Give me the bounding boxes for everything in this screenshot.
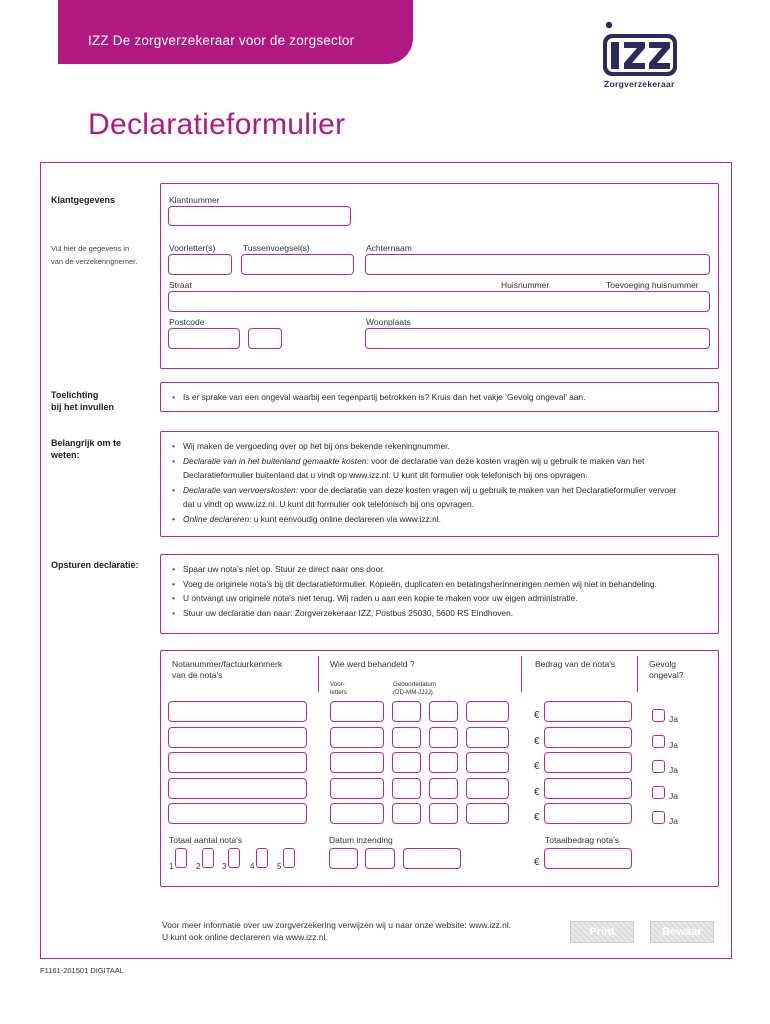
notanummer-input[interactable]	[168, 727, 307, 748]
banner-text: IZZ De zorgverzekeraar voor de zorgsector	[88, 33, 355, 48]
klantnummer-label: Klantnummer	[169, 195, 220, 205]
postcode-numbers-input[interactable]	[168, 328, 240, 349]
geboorte-maand-input[interactable]	[429, 803, 458, 824]
klantnummer-input[interactable]	[168, 206, 351, 226]
checkbox-label-ja: Ja	[669, 791, 678, 801]
opsturen-list	[172, 562, 657, 620]
toelichting-heading: Toelichting bij het invullen	[51, 390, 115, 412]
currency-symbol: €	[534, 736, 540, 747]
gevolg-ongeval-checkbox[interactable]	[652, 811, 665, 824]
list-item: • Voeg de originele nota’s bij dit declaratieformulier. Kopieën, duplicaten en betalingsherinneringen nemen wij niet in behandeling.	[172, 578, 657, 589]
bedrag-input[interactable]	[544, 778, 632, 799]
notanummer-header: Notanummer/factuurkenmerk van de nota’s	[172, 659, 283, 680]
geboorte-dag-input[interactable]	[392, 701, 421, 722]
postcode-letters-input[interactable]	[248, 328, 282, 349]
voorletters-row-input[interactable]	[330, 778, 384, 799]
currency-symbol: €	[534, 812, 540, 823]
checkbox-label-ja: Ja	[669, 740, 678, 750]
behandeld-header: Wie werd behandeld ?	[330, 659, 415, 669]
klantgegevens-heading: Klantgegevens	[51, 195, 116, 205]
toelichting-bullet: • Is er sprake van een ongeval waarbij een tegenpartij betrokken is? Kruis dan het vakje ‘Gevolg ongeval’ aan.	[172, 392, 586, 402]
list-item-continued: dat u vindt op www.izz.nl. U kunt dit formulier ook telefonisch bij ons opvragen.	[183, 499, 474, 509]
toevoeging-label: Toevoeging huisnummer	[606, 280, 699, 290]
geboorte-jaar-input[interactable]	[466, 778, 509, 799]
geboorte-jaar-input[interactable]	[466, 752, 509, 773]
checkbox-label-ja: Ja	[669, 816, 678, 826]
list-item: • Declaratie van vervoerskosten: voor de declaratie van deze kosten vragen wij u gebruik te maken van het Declaratieformulier vervoer	[172, 484, 677, 495]
straat-label: Straat	[169, 280, 192, 290]
gevolg-ongeval-checkbox[interactable]	[652, 709, 665, 722]
geboorte-maand-input[interactable]	[429, 778, 458, 799]
list-item: • Spaar uw nota’s niet op. Stuur ze direct naar ons door.	[172, 564, 385, 574]
geboorte-maand-input[interactable]	[429, 752, 458, 773]
list-item: • Wij maken de vergoeding over op het bij ons bekende rekeningnummer.	[172, 441, 450, 451]
geboorte-dag-input[interactable]	[392, 803, 421, 824]
currency-symbol: €	[534, 710, 540, 721]
count-checkbox[interactable]	[175, 848, 187, 868]
currency-symbol: €	[534, 857, 540, 868]
geboorte-dag-input[interactable]	[392, 727, 421, 748]
geboorte-dag-input[interactable]	[392, 778, 421, 799]
checkbox-label-ja: Ja	[669, 714, 678, 724]
list-item: • Online declareren: u kunt eenvoudig online declareren via www.izz.nl.	[172, 513, 441, 524]
notanummer-input[interactable]	[168, 803, 307, 824]
geboorte-dag-input[interactable]	[392, 752, 421, 773]
totaalbedrag-label: Totaalbedrag nota’s	[545, 835, 620, 845]
bedrag-input[interactable]	[544, 701, 632, 722]
list-item: • U ontvangt uw originele nota’s niet terug. Wij raden u aan een kopie te maken voor uw eigen administratie.	[172, 593, 578, 603]
gevolg-ongeval-checkbox[interactable]	[652, 735, 665, 748]
checkbox-label-ja: Ja	[669, 765, 678, 775]
notanummer-input[interactable]	[168, 752, 307, 773]
belangrijk-list	[172, 439, 677, 526]
voorletters-subheader: Voor- letters	[330, 681, 347, 696]
notanummer-input[interactable]	[168, 778, 307, 799]
geboorte-maand-input[interactable]	[429, 727, 458, 748]
gevolg-ongeval-checkbox[interactable]	[652, 786, 665, 799]
bedrag-input[interactable]	[544, 727, 632, 748]
print-button[interactable]: Print	[570, 921, 634, 943]
count-number: 4	[250, 862, 255, 871]
list-item-continued: Declaratieformulier buitenland dat u vindt op www.izz.nl. U kunt dit formulier ook telefonisch bij ons opvragen.	[183, 470, 588, 480]
count-checkbox[interactable]	[283, 848, 295, 868]
geboortedatum-subheader: Geboortedatum (DD-MM-JJJJ)	[393, 681, 436, 696]
voorletters-row-input[interactable]	[330, 727, 384, 748]
achternaam-label: Achternaam	[366, 243, 412, 253]
list-item: • Declaratie van in het buitenland gemaakte kosten: voor de declaratie van deze kosten vragen wij u gebruik te maken van het	[172, 455, 645, 466]
list-item: • Stuur uw declaratie dan naar: Zorgverzekeraar IZZ, Postbus 25030, 5600 RS Eindhoven.	[172, 607, 514, 618]
totaal-aantal-label: Totaal aantal nota’s	[169, 835, 243, 845]
bedrag-input[interactable]	[544, 803, 632, 824]
logo-subtitle: Zorgverzekeraar	[604, 79, 675, 89]
voorletters-row-input[interactable]	[330, 803, 384, 824]
tussenvoegsel-input[interactable]	[241, 254, 354, 275]
datum-inzending-label: Datum inzending	[329, 835, 393, 845]
datum-maand-input[interactable]	[365, 848, 395, 869]
count-checkbox[interactable]	[228, 848, 240, 868]
postcode-label: Postcode	[169, 317, 205, 327]
count-checkbox[interactable]	[256, 848, 268, 868]
currency-symbol: €	[534, 761, 540, 772]
woonplaats-label: Woonplaats	[366, 317, 411, 327]
footer-info: Voor meer informatie over uw zorgverzekering verwijzen wij u naar onze website: www.izz.nl. U kunt ook online declareren via www.izz.nl.	[162, 920, 512, 942]
datum-dag-input[interactable]	[329, 848, 358, 869]
straat-input[interactable]	[168, 291, 710, 312]
col-divider	[637, 656, 638, 692]
count-number: 1	[169, 862, 174, 871]
gevolg-header: Gevolg ongeval?	[649, 659, 684, 680]
belangrijk-heading: Belangrijk om te weten:	[51, 438, 122, 460]
col-divider	[318, 656, 319, 692]
currency-symbol: €	[534, 787, 540, 798]
count-checkbox[interactable]	[202, 848, 214, 868]
page-title: Declaratieformulier	[88, 108, 346, 141]
bedrag-input[interactable]	[544, 752, 632, 773]
voorletters-row-input[interactable]	[330, 701, 384, 722]
bedrag-header: Bedrag van de nota’s	[535, 659, 616, 669]
voorletters-row-input[interactable]	[330, 752, 384, 773]
count-number: 2	[196, 862, 201, 871]
form-code: F1161-201501 DIGITAAL	[40, 966, 124, 975]
woonplaats-input[interactable]	[365, 328, 710, 349]
gevolg-ongeval-checkbox[interactable]	[652, 760, 665, 773]
header-banner	[58, 0, 413, 64]
totaalbedrag-input[interactable]	[544, 848, 632, 869]
col-divider	[521, 656, 522, 692]
geboorte-jaar-input[interactable]	[466, 701, 509, 722]
geboorte-maand-input[interactable]	[429, 701, 458, 722]
opsturen-heading: Opsturen declaratie:	[51, 560, 139, 570]
voorletters-input[interactable]	[168, 254, 232, 275]
voorletters-label: Voorletter(s)	[169, 243, 216, 253]
count-number: 3	[222, 862, 227, 871]
geboorte-jaar-input[interactable]	[466, 803, 509, 824]
datum-jaar-input[interactable]	[403, 848, 461, 869]
huisnummer-label: Huisnummer	[501, 280, 550, 290]
count-number: 5	[277, 862, 282, 871]
klant-note: Vul hier de gegevens in van de verzekeringnemer.	[51, 244, 138, 266]
bewaar-button[interactable]: Bewaar	[650, 921, 714, 943]
notanummer-input[interactable]	[168, 701, 307, 722]
tussenvoegsel-label: Tussenvoegsel(s)	[243, 243, 310, 253]
achternaam-input[interactable]	[365, 254, 710, 275]
geboorte-jaar-input[interactable]	[466, 727, 509, 748]
